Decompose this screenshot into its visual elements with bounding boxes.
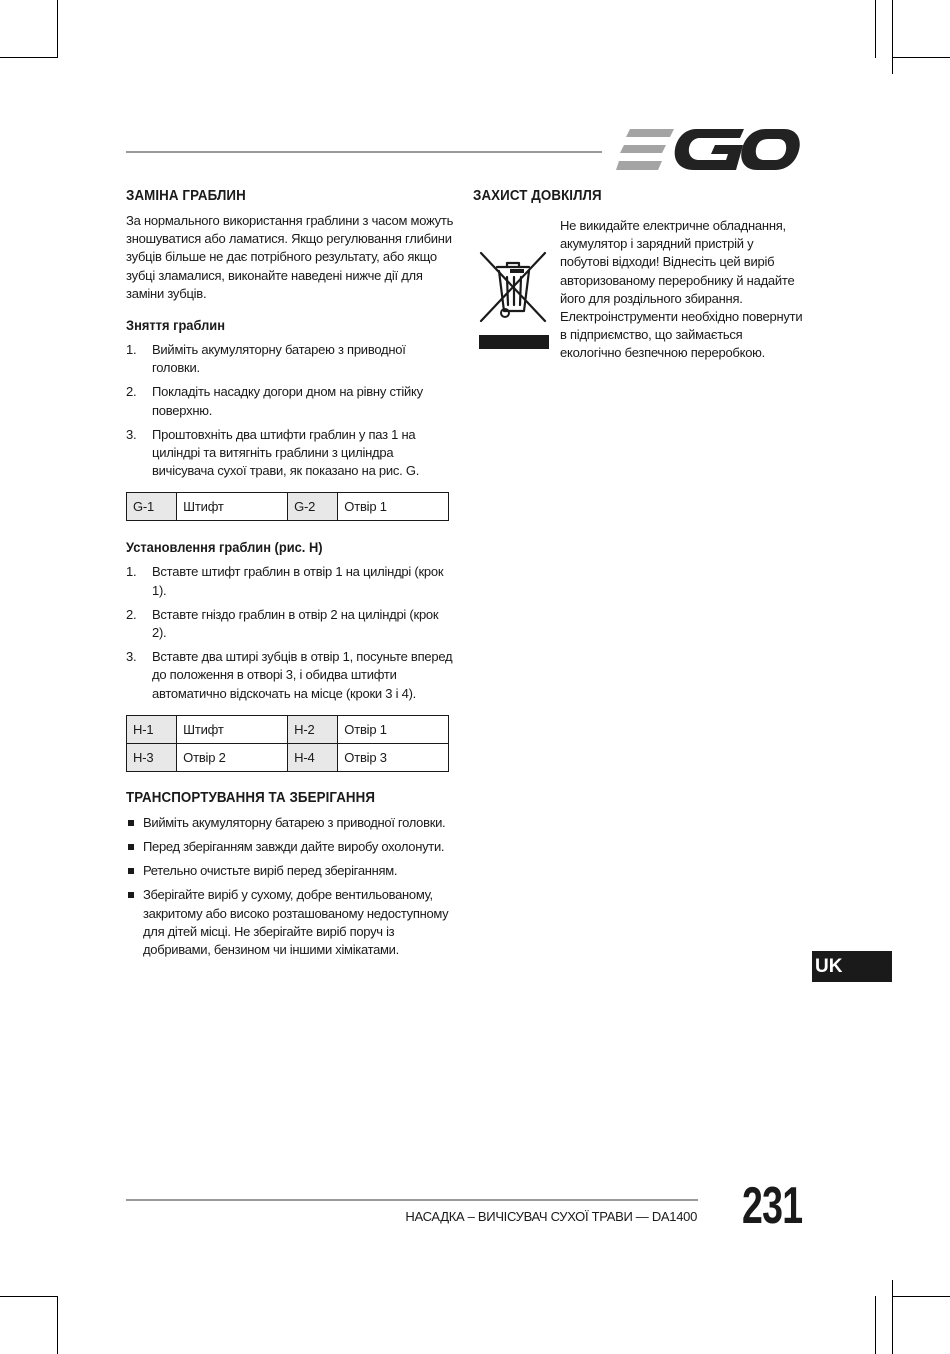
- table-cell-value: Отвір 1: [338, 493, 449, 521]
- list-item: 1. Вставте штифт граблин в отвір 1 на циліндрі (крок 1).: [126, 564, 444, 598]
- crop-mark: [892, 1296, 950, 1297]
- table-cell-key: H-2: [288, 715, 338, 743]
- crop-mark: [875, 1296, 876, 1354]
- bullet-icon: [128, 868, 134, 874]
- right-column: [473, 188, 803, 376]
- language-tab: UK: [812, 951, 892, 982]
- subsection-title-install: Установлення граблин (рис. H): [126, 539, 323, 556]
- left-column: [126, 188, 454, 965]
- table-row: [127, 715, 449, 743]
- table-cell-value: Отвір 3: [338, 743, 449, 771]
- table-row: [127, 493, 449, 521]
- section-title-rake-replacement: ЗАМІНА ГРАБЛИН: [126, 188, 246, 204]
- table-cell-key: H-1: [127, 715, 177, 743]
- list-item: Ретельно очистьте виріб перед зберіганням.: [126, 862, 454, 880]
- crossed-out-wheelie-bin-icon: [479, 251, 549, 353]
- table-row: [127, 743, 449, 771]
- section-title-environment: ЗАХИСТ ДОВКІЛЛЯ: [473, 188, 602, 204]
- bullet-icon: [128, 820, 134, 826]
- crop-mark: [875, 0, 876, 58]
- list-item: 2. Покладіть насадку догори дном на рівну стійку поверхню.: [126, 384, 423, 418]
- bullet-icon: [128, 892, 134, 898]
- table-cell-key: H-4: [288, 743, 338, 771]
- install-steps: [126, 563, 454, 702]
- table-cell-key: H-3: [127, 743, 177, 771]
- list-item: 3. Проштовхніть два штифти граблин у паз 1 на циліндрі та витягніть граблини з циліндра вичісувача сухої трави, як показано на рис. G.: [126, 426, 420, 479]
- table-cell-key: G-2: [288, 493, 338, 521]
- footer-title: НАСАДКА – ВИЧІСУВАЧ СУХОЇ ТРАВИ — DA1400: [405, 1209, 697, 1224]
- table-cell-value: Отвір 2: [177, 743, 288, 771]
- transport-bullets: [126, 814, 454, 959]
- table-cell-value: Штифт: [177, 493, 288, 521]
- table-cell-value: Штифт: [177, 715, 288, 743]
- list-item: Зберігайте виріб у сухому, добре вентильованому, закритому або високо розташованому недоступному для дітей місці. Не зберігайте виріб поруч із добривами, бензином чи іншими хімікатами.: [126, 886, 454, 959]
- list-item: Перед зберіганням завжди дайте виробу охолонути.: [126, 838, 454, 856]
- crop-mark: [57, 0, 58, 58]
- table-cell-key: G-1: [127, 493, 177, 521]
- header-rule: [126, 151, 602, 153]
- list-item: 3. Вставте два штирі зубців в отвір 1, посуньте вперед до положення в отворі 3, і обидва штифти автоматично відскочать на місце (кроки 3 і 4).: [126, 649, 453, 701]
- bullet-icon: [128, 844, 134, 850]
- crop-mark: [0, 57, 58, 58]
- crop-mark: [892, 57, 950, 58]
- crop-mark: [57, 1296, 58, 1354]
- parts-table-g: [126, 492, 449, 521]
- crop-mark: [892, 1280, 893, 1354]
- list-item: Вийміть акумуляторну батарею з приводної головки.: [126, 814, 454, 832]
- list-item: 2. Вставте гніздо граблин в отвір 2 на циліндрі (крок 2).: [126, 606, 439, 641]
- crop-mark: [892, 0, 893, 74]
- ego-logo: [616, 128, 800, 172]
- section-title-transport: ТРАНСПОРТУВАННЯ ТА ЗБЕРІГАННЯ: [126, 789, 376, 806]
- intro-paragraph: За нормального використання граблини з часом можуть зношуватися або ламатися. Якщо регулювання глибини зубців більше не дає потрібного результату, або якщо зубці зламалися, виконайте наведені нижче дії для заміни зубців.: [126, 213, 454, 301]
- crop-mark: [0, 1296, 58, 1297]
- list-item: 1. Вийміть акумуляторну батарею з приводної головки.: [126, 342, 406, 376]
- environment-paragraph: Не викидайте електричне обладнання, акумулятор і зарядний пристрій у побутові відходи! Віднесіть цей виріб авторизованому переробнику й надайте його для роздільного збирання. Електроінструменти необхідно повернути в підприємство, що займається екологічно безпечною переробкою.: [560, 218, 803, 361]
- page-number: 231: [742, 1177, 803, 1235]
- table-cell-value: Отвір 1: [338, 715, 449, 743]
- footer-rule: [126, 1199, 698, 1201]
- removal-steps: [126, 341, 454, 480]
- parts-table-h: [126, 715, 449, 772]
- subsection-title-removal: Зняття граблин: [126, 317, 225, 334]
- environment-block: [473, 217, 803, 363]
